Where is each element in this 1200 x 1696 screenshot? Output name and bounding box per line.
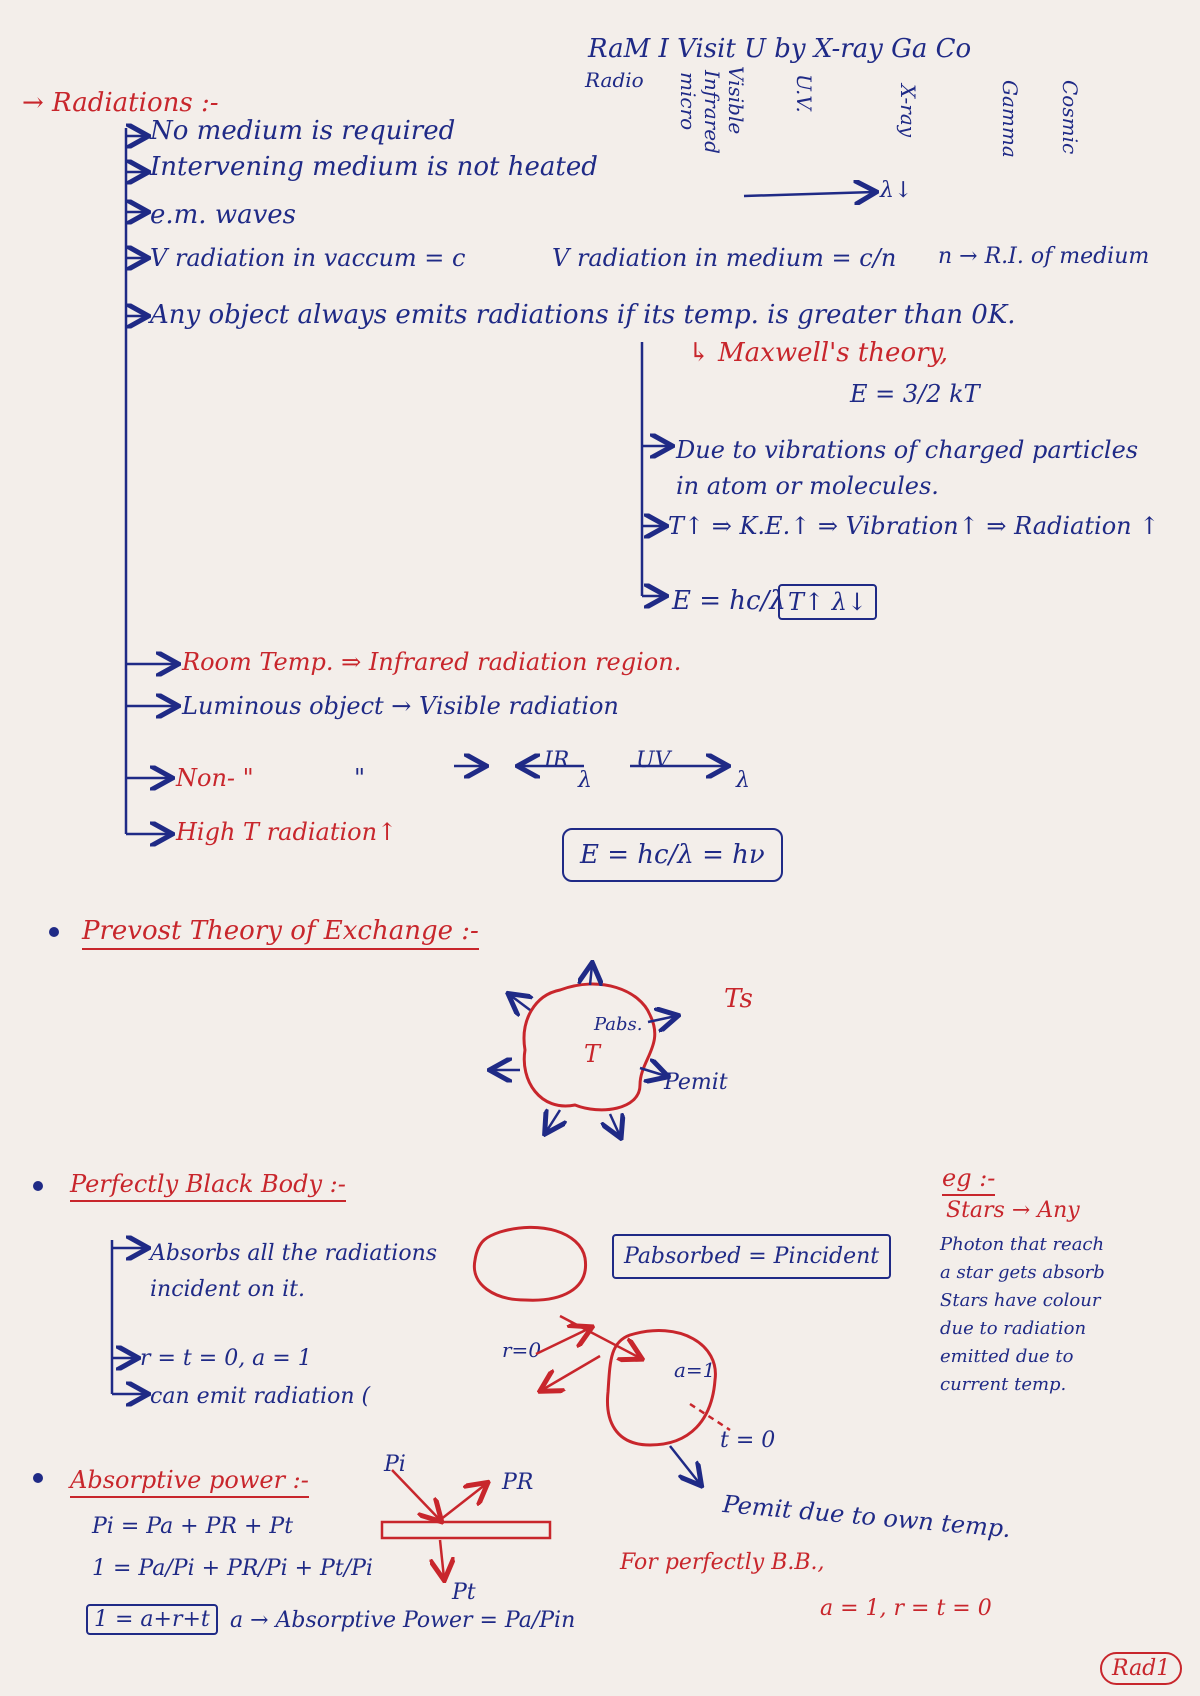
energy-kt: E = 3/2 kT (850, 380, 980, 408)
abs-eq1: Pi = Pa + PR + Pt (92, 1514, 294, 1539)
point-intervening: Intervening medium is not heated (150, 152, 598, 182)
abs-pi: Pi (384, 1452, 406, 1477)
for-perfect-bb: For perfectly B.B., (620, 1550, 825, 1575)
luminous-object: Luminous object → Visible radiation (182, 692, 619, 720)
medium-speed: V radiation in medium = c/n (552, 244, 897, 272)
uv-label: UV (636, 748, 671, 773)
spectrum-radio: Radio (585, 68, 644, 92)
spectrum-lambda-note: λ↓ (880, 178, 913, 203)
prevost-blob (492, 965, 676, 1136)
point-em-waves: e.m. waves (150, 200, 297, 230)
pabs-pinc-box: Pabsorbed = Pincident (612, 1234, 891, 1279)
black-body-title: Perfectly Black Body :- (70, 1170, 346, 1202)
slab-diagram (382, 1470, 550, 1578)
maxwell-theory: ↳ Maxwell's theory, (688, 338, 949, 368)
abs-pt: Pt (452, 1580, 476, 1605)
spectrum-mnemonic: RaM I Visit U by X-ray Ga Co (588, 34, 972, 64)
eg-line-5: emitted due to (940, 1346, 1074, 1367)
prevost-pemit: Pemit (664, 1070, 728, 1095)
a-one: a=1 (674, 1358, 716, 1382)
uv-lambda: λ (736, 768, 750, 793)
prevost-pabs: Pabs. (594, 1014, 643, 1035)
ir-label: IR (544, 748, 570, 773)
eg-title: eg :- (942, 1164, 995, 1196)
spectrum-micro: micro (676, 72, 700, 131)
non-luminous: Non- " (176, 764, 254, 792)
black-body-blob (474, 1227, 585, 1300)
can-emit: can emit radiation ( (150, 1384, 371, 1409)
point-v-vacuum: V radiation in vaccum = c (150, 244, 466, 272)
room-temp: Room Temp. ⇒ Infrared radiation region. (182, 648, 682, 676)
energy-hc: E = hc/λ (672, 586, 786, 616)
radiations-heading: → Radiations :- (22, 88, 219, 118)
point-any-object: Any object always emits radiations if its temp. is greater than 0K. (150, 300, 1016, 330)
r-zero: r=0 (502, 1338, 542, 1362)
radiation-tree (112, 128, 874, 1394)
point-no-medium: No medium is required (150, 116, 456, 146)
radiation-chain: T↑ ⇒ K.E.↑ ⇒ Vibration↑ ⇒ Radiation ↑ (668, 512, 1160, 540)
bb-values: a = 1, r = t = 0 (820, 1596, 992, 1621)
ir-lambda: λ (578, 768, 592, 793)
spectrum-xray: X-ray (896, 84, 920, 138)
high-t: High T radiation↑ (176, 818, 398, 846)
eg-stars: Stars → Any (946, 1198, 1080, 1223)
prevost-ts: Ts (724, 984, 753, 1014)
emit-own-temp: Pemit due to own temp. (721, 1490, 1012, 1544)
absorptive-title: Absorptive power :- (70, 1466, 309, 1498)
abs-eq2: 1 = Pa/Pi + PR/Pi + Pt/Pi (92, 1556, 373, 1581)
prevost-t: T (584, 1040, 601, 1068)
spectrum-cosmic: Cosmic (1058, 80, 1082, 155)
eg-line-3: Stars have colour (940, 1290, 1101, 1311)
absorbs-all: Absorbs all the radiations incident on it. (150, 1241, 438, 1302)
prevost-title: Prevost Theory of Exchange :- (82, 916, 479, 950)
vibrations-note: Due to vibrations of charged particles in atom or molecules. (676, 436, 1139, 500)
bb-coeffs: r = t = 0, a = 1 (140, 1346, 312, 1371)
black-body-blob-2 (607, 1331, 715, 1445)
eg-line-2: a star gets absorb (940, 1262, 1105, 1283)
t-zero: t = 0 (720, 1428, 776, 1453)
spectrum-visible: Visible (724, 66, 748, 135)
spectrum-infrared: Infrared (700, 70, 724, 154)
page-tag: Rad1 (1100, 1652, 1182, 1685)
abs-eq3-box: 1 = a+r+t (86, 1604, 218, 1635)
non-quote: " (354, 764, 366, 792)
spectrum-gamma: Gamma (998, 80, 1022, 158)
eg-line-6: current temp. (940, 1374, 1067, 1395)
abs-pr: PR (502, 1470, 534, 1495)
energy-box: E = hc/λ = hν (562, 828, 783, 882)
eg-line-1: Photon that reach (940, 1234, 1105, 1255)
t-lambda-box: T↑ λ↓ (778, 584, 877, 620)
bb-rays (536, 1316, 730, 1484)
abs-eq3-def: a → Absorptive Power = Pa/Pin (230, 1608, 576, 1633)
ri-note: n → R.I. of medium (938, 244, 1150, 269)
eg-line-4: due to radiation (940, 1318, 1087, 1339)
spectrum-uv: U.V. (792, 74, 816, 113)
